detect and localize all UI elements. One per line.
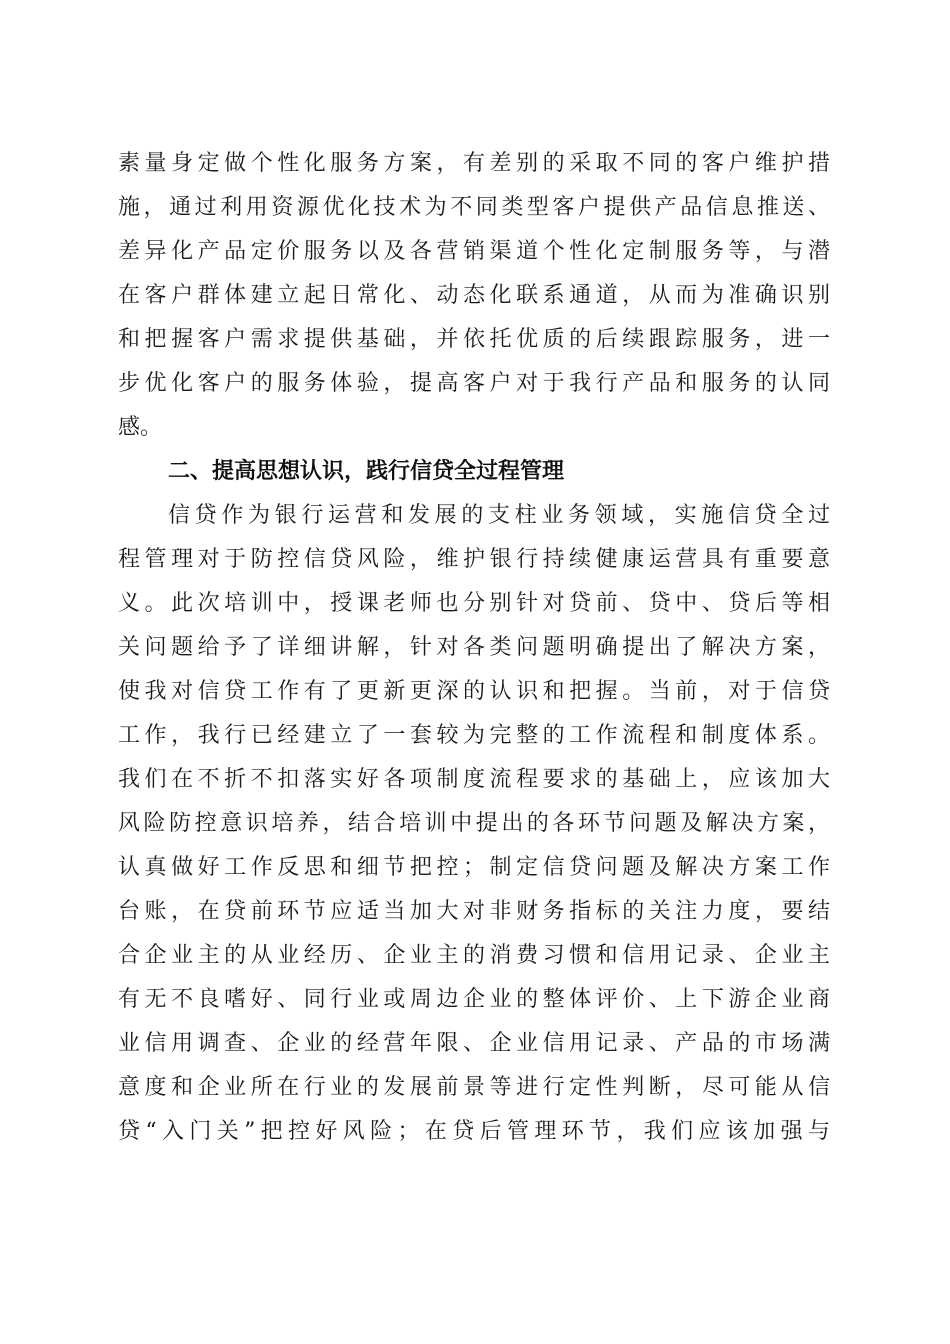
- document-body: [118, 142, 830, 1154]
- paragraph-credit-management: [118, 494, 830, 1154]
- text-line: 信贷作为银行运营和发展的支柱业务领域，实施信贷全过: [168, 503, 830, 528]
- text-line: 感。: [118, 415, 163, 440]
- text-line: 认真做好工作反思和细节把控；制定信贷问题及解决方案工作: [118, 855, 830, 880]
- text-line: 业信用调查、企业的经营年限、企业信用记录、产品的市场满: [118, 1031, 830, 1056]
- paragraph-customer-service: [118, 142, 830, 450]
- text-line: 在客户群体建立起日常化、动态化联系通道，从而为准确识别: [118, 283, 830, 308]
- text-line: 我们在不折不扣落实好各项制度流程要求的基础上，应该加大: [118, 767, 830, 792]
- text-line: 使我对信贷工作有了更新更深的认识和把握。当前，对于信贷: [118, 679, 830, 704]
- text-line: 工作，我行已经建立了一套较为完整的工作流程和制度体系。: [118, 723, 830, 748]
- text-line: 意度和企业所在行业的发展前景等进行定性判断，尽可能从信: [118, 1075, 830, 1100]
- text-line: 义。此次培训中，授课老师也分别针对贷前、贷中、贷后等相: [118, 591, 830, 616]
- text-line: 程管理对于防控信贷风险，维护银行持续健康运营具有重要意: [118, 547, 830, 572]
- text-line: 差异化产品定价服务以及各营销渠道个性化定制服务等，与潜: [118, 239, 830, 264]
- text-line: 和把握客户需求提供基础，并依托优质的后续跟踪服务，进一: [118, 327, 830, 352]
- section-heading: 二、提高思想认识，践行信贷全过程管理: [168, 459, 565, 484]
- text-line: 合企业主的从业经历、企业主的消费习惯和信用记录、企业主: [118, 943, 830, 968]
- text-line: 贷“入门关”把控好风险；在贷后管理环节，我们应该加强与: [118, 1119, 830, 1144]
- text-line: 关问题给予了详细讲解，针对各类问题明确提出了解决方案，: [118, 635, 830, 660]
- text-line: 风险防控意识培养，结合培训中提出的各环节问题及解决方案，: [118, 811, 830, 836]
- text-line: 有无不良嗜好、同行业或周边企业的整体评价、上下游企业商: [118, 987, 830, 1012]
- text-line: 素量身定做个性化服务方案，有差别的采取不同的客户维护措: [118, 151, 830, 176]
- text-line: 施，通过利用资源优化技术为不同类型客户提供产品信息推送、: [118, 195, 830, 220]
- text-line: 步优化客户的服务体验，提高客户对于我行产品和服务的认同: [118, 371, 830, 396]
- text-line: 台账，在贷前环节应适当加大对非财务指标的关注力度，要结: [118, 899, 830, 924]
